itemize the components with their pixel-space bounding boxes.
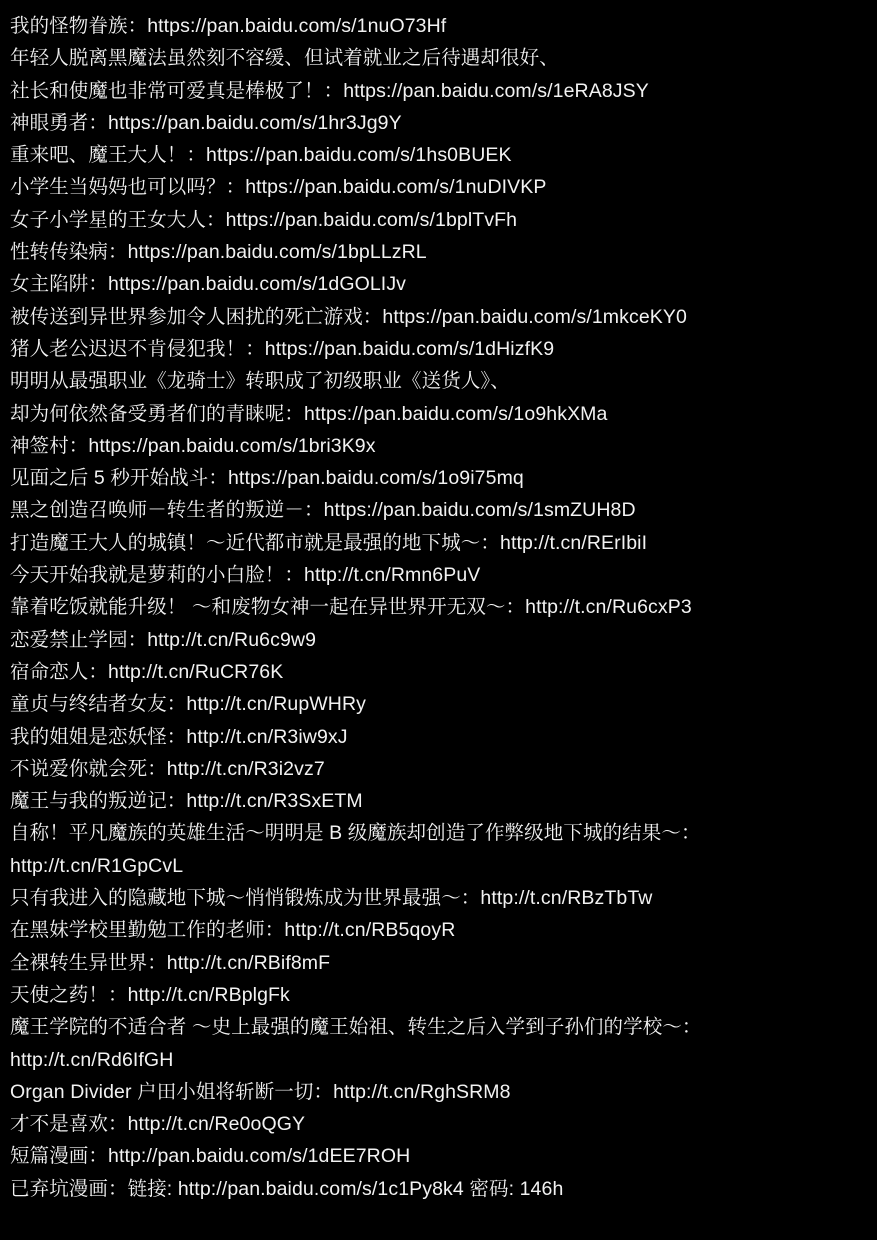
text-line: 魔王学院的不适合者 ～史上最强的魔王始祖、转生之后入学到子孙们的学校～： (10, 1016, 702, 1039)
text-line: 神眼勇者：https://pan.baidu.com/s/1hr3Jg9Y (10, 111, 402, 134)
text-line: 女子小学星的王女大人：https://pan.baidu.com/s/1bplTvFh (10, 208, 518, 231)
text-line: 女主陷阱：https://pan.baidu.com/s/1dGOLIJv (10, 273, 407, 296)
text-line: 重来吧、魔王大人！：https://pan.baidu.com/s/1hs0BUEK (10, 144, 512, 167)
text-line: 在黑妹学校里勤勉工作的老师：http://t.cn/RB5qoyR (10, 919, 456, 942)
text-line: 明明从最强职业《龙骑士》转职成了初级职业《送货人》、 (10, 370, 510, 393)
text-line: 天使之药！：http://t.cn/RBplgFk (10, 983, 290, 1006)
text-line: Organ Divider 户田小姐将斩断一切：http://t.cn/RghSRM8 (10, 1080, 511, 1103)
text-line: 神签村：https://pan.baidu.com/s/1bri3K9x (10, 434, 376, 457)
text-line: 宿命恋人：http://t.cn/RuCR76K (10, 660, 284, 683)
text-line: 却为何依然备受勇者们的青睐呢：https://pan.baidu.com/s/1o9hkXMa (10, 402, 608, 425)
text-line: 被传送到异世界参加令人困扰的死亡游戏：https://pan.baidu.com/s/1mkceKY0 (10, 305, 687, 328)
text-line: 黑之创造召唤师－转生者的叛逆－：https://pan.baidu.com/s/1smZUH8D (10, 499, 636, 522)
text-line: 童贞与终结者女友：http://t.cn/RupWHRy (10, 693, 367, 716)
text-line: 见面之后 5 秒开始战斗：https://pan.baidu.com/s/1o9i75mq (10, 467, 524, 490)
text-line: 恋爱禁止学园：http://t.cn/Ru6c9w9 (10, 628, 317, 651)
text-line: 猪人老公迟迟不肯侵犯我！：https://pan.baidu.com/s/1dHizfK9 (10, 337, 555, 360)
text-line: 今天开始我就是萝莉的小白脸！：http://t.cn/Rmn6PuV (10, 564, 481, 587)
text-line: 我的姐姐是恋妖怪：http://t.cn/R3iw9xJ (10, 725, 348, 748)
text-line: 只有我进入的隐藏地下城～悄悄锻炼成为世界最强～：http://t.cn/RBzTbTw (10, 887, 653, 910)
text-line: 性转传染病：https://pan.baidu.com/s/1bpLLzRL (10, 241, 427, 264)
text-line: 社长和使魔也非常可爱真是棒极了！：https://pan.baidu.com/s/1eRA8JSY (10, 79, 649, 102)
text-line: 魔王与我的叛逆记：http://t.cn/R3SxETM (10, 790, 363, 813)
text-line: 已弃坑漫画：链接: http://pan.baidu.com/s/1c1Py8k4 密码: 146h (10, 1177, 564, 1200)
text-line: http://t.cn/Rd6IfGH (10, 1048, 174, 1071)
text-line: 我的怪物眷族：https://pan.baidu.com/s/1nuO73Hf (10, 15, 447, 37)
text-line: 短篇漫画：http://pan.baidu.com/s/1dEE7ROH (10, 1145, 411, 1168)
text-line: 年轻人脱离黑魔法虽然刻不容缓、但试着就业之后待遇却很好、 (10, 47, 559, 70)
text-line: 小学生当妈妈也可以吗？：https://pan.baidu.com/s/1nuDIVKP (10, 176, 547, 199)
text-line: 靠着吃饭就能升级！ ～和废物女神一起在异世界开无双～：http://t.cn/Ru6cxP3 (10, 596, 692, 619)
text-line: 打造魔王大人的城镇！～近代都市就是最强的地下城～：http://t.cn/RErIbiI (10, 531, 648, 554)
text-line: 自称！平凡魔族的英雄生活～明明是 B 级魔族却创造了作弊级地下城的结果～： (10, 822, 701, 845)
text-line: http://t.cn/R1GpCvL (10, 854, 184, 877)
text-line: 不说爱你就会死：http://t.cn/R3i2vz7 (10, 757, 325, 780)
text-line: 才不是喜欢：http://t.cn/Re0oQGY (10, 1113, 306, 1136)
text-line: 全裸转生异世界：http://t.cn/RBif8mF (10, 951, 331, 974)
